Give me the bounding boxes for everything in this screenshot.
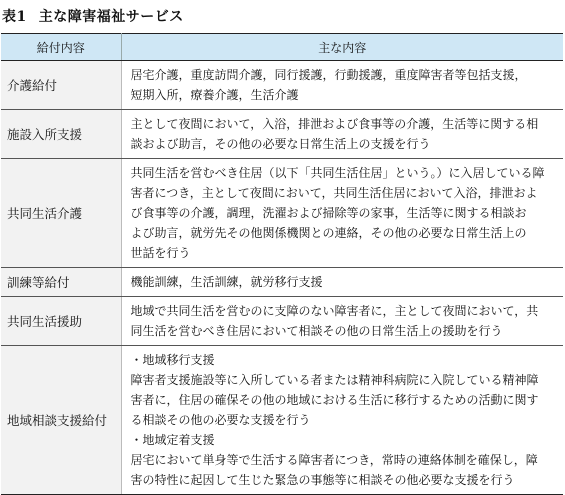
row-description (121, 61, 563, 110)
row-name: 介護給付 (1, 61, 121, 110)
row-description (121, 268, 563, 297)
table-caption (2, 6, 184, 26)
description-line: 同生活を営むべき住居において相談その他の日常生活上の援助を行う (130, 324, 503, 338)
table-number: 表1 (2, 9, 27, 25)
description-line: ・地域移行支援 (130, 353, 215, 367)
table-row (1, 159, 563, 268)
services-table (1, 33, 563, 495)
description-line: 居宅介護，重度訪問介護，同行援護，行動援護，重度障害者等包括支援， (130, 68, 527, 82)
row-name: 共同生活介護 (1, 159, 121, 268)
row-description (121, 297, 563, 346)
header-benefit-type: 給付内容 (1, 34, 121, 61)
table-row (1, 297, 563, 346)
description-line: 短期入所，療養介護，生活介護 (130, 88, 299, 102)
description-line: 談および助言，その他の必要な日常生活上の支援を行う (130, 137, 431, 151)
table-row (1, 110, 563, 159)
row-description (121, 110, 563, 159)
row-name: 地域相談支援給付 (1, 346, 121, 495)
description-line: 主として夜間において，入浴，排泄および食事等の介護，生活等に関する相 (130, 117, 539, 131)
description-line: 地域で共同生活を営むのに支障のない障害者に，主として夜間において，共 (130, 304, 539, 318)
table-row (1, 268, 563, 297)
description-line: 害者に，住居の確保その他の地域における生活に移行するための活動に関す (130, 393, 539, 407)
row-name: 施設入所支援 (1, 110, 121, 159)
description-line: 害の特性に起因して生じた緊急の事態等に相談その他必要な支援を行う (130, 473, 515, 487)
row-description (121, 346, 563, 495)
description-line: よび助言，就労先その他関係機関との連絡，その他の必要な日常生活上の (130, 226, 527, 240)
row-name: 共同生活援助 (1, 297, 121, 346)
description-line: ・地域定着支援 (130, 433, 215, 447)
description-line: 世話を行う (130, 246, 191, 260)
description-line: 害者につき，主として夜間において，共同生活住居において入浴，排泄およ (130, 186, 538, 200)
description-line: 共同生活を営むべき住居（以下「共同生活住居」という。）に入居している障 (130, 166, 545, 180)
description-line: る相談その他の必要な支援を行う (130, 413, 311, 427)
description-line: 障害者支援施設等に入所している者または精神科病院に入院している精神障 (130, 373, 539, 387)
description-line: 機能訓練，生活訓練，就労移行支援 (130, 275, 323, 289)
table-row (1, 61, 563, 110)
table-title: 主な障害福祉サービス (38, 9, 184, 25)
header-row (1, 34, 563, 61)
header-main-content: 主な内容 (121, 34, 563, 61)
row-description (121, 159, 563, 268)
table-row (1, 346, 563, 495)
description-line: 居宅において単身等で生活する障害者につき，常時の連絡体制を確保し，障 (130, 453, 538, 467)
row-name: 訓練等給付 (1, 268, 121, 297)
description-line: び食事等の介護，調理，洗濯および掃除等の家事，生活等に関する相談お (130, 206, 527, 220)
